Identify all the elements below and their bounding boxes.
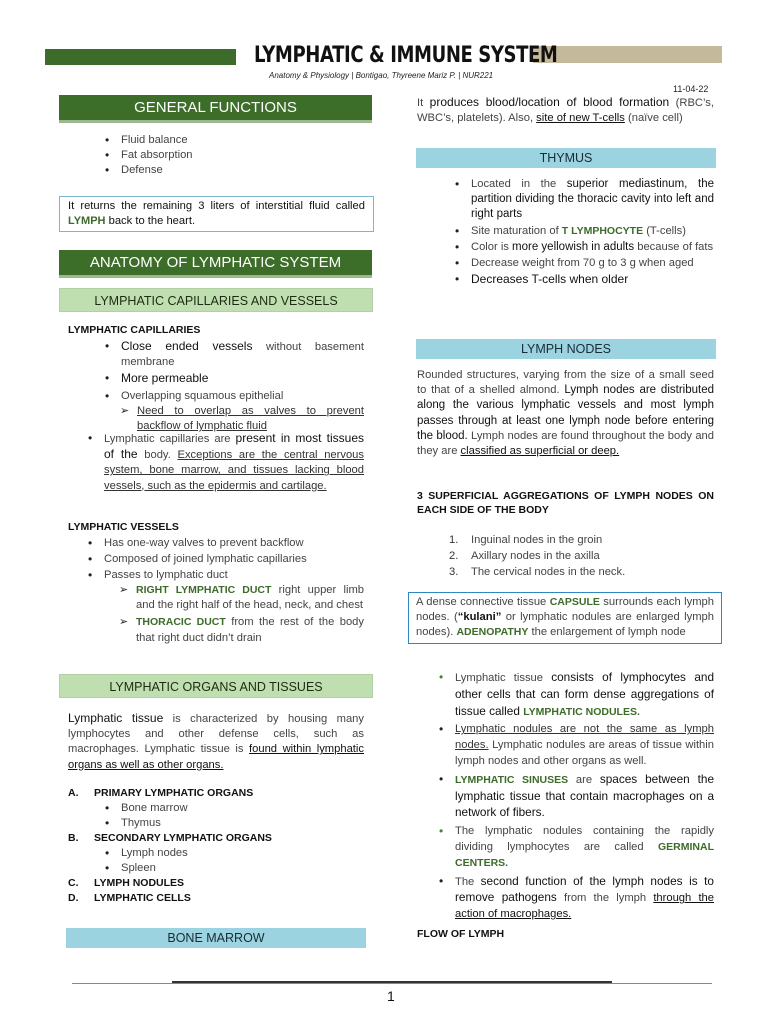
lymph-note-box <box>59 196 374 232</box>
b-u: Lymphatic nodules are not the same as lymph nodes. <box>455 723 714 752</box>
document-title: LYMPHATIC & IMMUNE SYSTEM <box>254 43 558 68</box>
bm-mid: (RBC’s, WBC’s, platelets). Also, <box>417 97 714 125</box>
b-pre: Lymphatic tissue <box>455 672 552 684</box>
ln-pre: Rounded structures, varying from the size of a small seed to that of a shelled almond. <box>417 369 714 397</box>
list-number: 2. <box>449 550 459 562</box>
list-item: • Has one-way valves to prevent backflow <box>104 536 364 551</box>
organs-group-c <box>68 876 358 891</box>
capillaries-list-2 <box>104 431 364 494</box>
list-item <box>471 177 714 223</box>
note-key: LYMPH <box>68 215 106 228</box>
footer-divider <box>72 983 712 984</box>
capsule-note-box <box>408 592 722 644</box>
cap-strong: More permeable <box>121 371 209 386</box>
organs-label: LYMPH NODULES <box>94 877 185 889</box>
list-item: • Lymph nodes <box>121 846 358 861</box>
list-sub-item <box>136 615 364 645</box>
list-number: 1. <box>449 534 459 546</box>
organs-label: LYMPHATIC CELLS <box>94 892 191 904</box>
b-key: GERMINAL CENTERS. <box>455 840 714 869</box>
list-item <box>455 772 714 822</box>
organs-group-d <box>68 891 358 906</box>
list-item <box>449 548 711 564</box>
bm-pre: It <box>417 97 430 109</box>
bm-u: site of new T-cells <box>536 112 625 125</box>
duct-key: THORACIC DUCT <box>136 616 226 629</box>
capillaries-label: LYMPHATIC CAPILLARIES <box>68 324 201 336</box>
list-item <box>455 722 714 769</box>
organs-paragraph <box>68 711 364 773</box>
list-item <box>455 670 714 720</box>
list-item: • Passes to lymphatic duct <box>104 568 364 583</box>
list-item: • Spleen <box>121 861 358 876</box>
organs-letter: B. <box>68 832 79 844</box>
box-post: the enlargement of lymph node <box>528 626 686 639</box>
b-strong: second function of the lymph nodes is to remove pathogens <box>455 873 714 905</box>
list-item: • Fat absorption <box>121 148 361 163</box>
ln-mid: Lymph nodes are found throughout the body and they are <box>417 429 714 458</box>
duct-key: RIGHT LYMPHATIC DUCT <box>136 584 272 596</box>
list-item <box>471 272 714 288</box>
list-item: • Overlapping squamous epithelial <box>121 389 364 404</box>
box-mid: or lymphatic nodules are enlarged lymph nodes). <box>416 611 714 639</box>
document-date: 11-04-22 <box>673 84 709 94</box>
organs-label: SECONDARY LYMPHATIC ORGANS <box>94 832 272 844</box>
b-u: through the action of macrophages. <box>455 892 714 921</box>
list-sub-item <box>136 583 364 613</box>
list-sub-item <box>137 404 364 434</box>
list-item <box>121 371 364 387</box>
organs-group-b <box>68 831 358 876</box>
box-key: ADENOPATHY <box>456 626 529 639</box>
thymus-strong: superior mediastinum, the partition dividing the thoracic cavity into left and right parts <box>471 178 714 221</box>
ln-u: classified as superficial or deep. <box>460 445 620 458</box>
list-item: • Bone marrow <box>121 801 358 816</box>
subsection-organs-tissues: LYMPHATIC ORGANS AND TISSUES <box>59 674 373 698</box>
organs-letter: A. <box>68 787 79 799</box>
list-item <box>104 431 364 494</box>
document-subtitle: Anatomy & Physiology | Bontigao, Thyreene Mariz P. | NUR221 <box>269 71 494 80</box>
thymus-strong: more yellowish in adults <box>512 240 635 253</box>
aggregations-heading: 3 SUPERFICIAL AGGREGATIONS OF LYMPH NODES ON EACH SIDE OF THE BODY <box>417 490 714 516</box>
section-thymus: THYMUS <box>416 148 716 168</box>
note-text: It returns the remaining 3 liters of interstitial fluid called <box>68 200 365 212</box>
thymus-pre: Color is <box>471 240 513 253</box>
cap-sub: Need to overlap as valves to prevent backflow of lymphatic fluid <box>137 404 364 433</box>
b-mid: from the lymph <box>556 892 654 905</box>
list-item <box>449 564 711 580</box>
b-mid: are <box>568 773 600 786</box>
thymus-list <box>471 177 714 288</box>
flow-of-lymph-heading: FLOW OF LYMPH <box>417 928 505 940</box>
organs-letter: D. <box>68 892 79 904</box>
subsection-capillaries-vessels: LYMPHATIC CAPILLARIES AND VESSELS <box>59 288 373 312</box>
box-kulani: “kulani” <box>457 611 502 624</box>
duct-rest: right upper limb and the right half of the head, neck, and chest <box>136 584 365 612</box>
list-item: • Defense <box>121 163 361 178</box>
list-item <box>455 874 714 923</box>
bone-marrow-text <box>417 95 714 126</box>
organs-group-a <box>68 786 358 831</box>
b-key: LYMPHATIC SINUSES <box>455 773 569 786</box>
list-item <box>471 240 714 255</box>
section-bone-marrow: BONE MARROW <box>66 928 366 948</box>
list-item <box>455 824 714 871</box>
list-item: • Composed of joined lymphatic capillaries <box>104 552 364 567</box>
header-right-bar <box>533 46 722 63</box>
vessels-sub-list <box>136 583 364 646</box>
cap4-pre: Lymphatic capillaries are <box>104 433 236 445</box>
page-number: 1 <box>387 988 395 1004</box>
organs-label: PRIMARY LYMPHATIC ORGANS <box>94 787 254 799</box>
cap-rest: without basement membrane <box>121 341 364 369</box>
organs-letter: C. <box>68 877 79 889</box>
organs-u: found within lymphatic organs as well as other organs. <box>68 743 364 771</box>
section-general-functions: GENERAL FUNCTIONS <box>59 95 372 123</box>
thymus-strong: Decreases T-cells when older <box>471 272 629 287</box>
ln-strong: Lymph nodes are distributed along the various lymphatic vessels and most lymph passes through at least one lymph node before entering the blood. <box>417 384 714 442</box>
lymph-nodes-paragraph <box>417 368 714 459</box>
box-mid: surrounds each lymph nodes. ( <box>416 596 714 624</box>
vessels-list <box>104 536 364 584</box>
note-text-end: back to the heart. <box>105 215 196 228</box>
list-item: • Thymus <box>121 816 358 831</box>
aggregations-list <box>449 532 711 580</box>
list-item <box>449 532 711 548</box>
cap-strong: Close ended vessels <box>121 339 253 353</box>
header-left-bar <box>45 49 236 65</box>
section-lymph-nodes: LYMPH NODES <box>416 339 716 359</box>
list-text: Inguinal nodes in the groin <box>471 534 603 546</box>
list-item: • Decrease weight from 70 g to 3 g when aged <box>471 256 714 271</box>
b-strong: consists of lymphocytes and other cells that can form dense aggregations of tissue called <box>455 670 715 718</box>
cap4-strong: present in most tissues of the <box>104 431 365 462</box>
thymus-post: because of fats <box>634 240 714 253</box>
b-pre: The <box>455 875 481 888</box>
list-item: • Fluid balance <box>121 133 361 148</box>
organs-strong: Lymphatic tissue <box>68 711 164 725</box>
capillaries-list <box>121 339 364 434</box>
cap4-u: Exceptions are the central nervous system, bone marrow, and tissues lacking blood vessels, such as the epidermis and cartilage. <box>104 449 364 492</box>
thymus-pre: Site maturation of <box>471 224 562 237</box>
list-text: The cervical nodes in the neck. <box>471 566 626 578</box>
general-functions-list <box>121 133 361 179</box>
b-key: LYMPHATIC NODULES. <box>523 705 640 718</box>
thymus-key: T LYMPHOCYTE <box>561 224 644 237</box>
list-item <box>471 224 714 239</box>
box-pre: A dense connective tissue <box>416 596 550 608</box>
thymus-pre: Located in the <box>471 178 567 190</box>
list-number: 3. <box>449 566 459 578</box>
box-key: CAPSULE <box>549 596 600 608</box>
b-strong: spaces between the lymphatic tissue that contain macrophages on a network of fibers. <box>455 771 715 820</box>
footer-divider-bold <box>172 981 612 983</box>
cap4-mid: body. <box>137 449 178 462</box>
duct-rest: from the rest of the body that right duct didn’t drain <box>136 616 364 644</box>
vessels-label: LYMPHATIC VESSELS <box>68 521 179 533</box>
b-pre: The lymphatic nodules containing the rapidly dividing lymphocytes are called <box>455 825 714 853</box>
thymus-post: (T-cells) <box>643 224 686 237</box>
organs-list <box>68 786 358 906</box>
section-anatomy: ANATOMY OF LYMPHATIC SYSTEM <box>59 250 372 278</box>
bm-post: (naïve cell) <box>624 112 683 125</box>
b-rest: Lymphatic nodules are areas of tissue within lymph nodes and other organs as well. <box>455 739 714 767</box>
bm-strong: produces blood/location of blood formation <box>429 95 670 109</box>
lymph-nodes-bullets <box>455 670 714 923</box>
list-text: Axillary nodes in the axilla <box>471 550 600 562</box>
organs-mid: is characterized by housing many lymphocytes and other defense cells, such as macrophages. Lymphatic tissue is <box>68 713 364 756</box>
list-item <box>121 339 364 370</box>
